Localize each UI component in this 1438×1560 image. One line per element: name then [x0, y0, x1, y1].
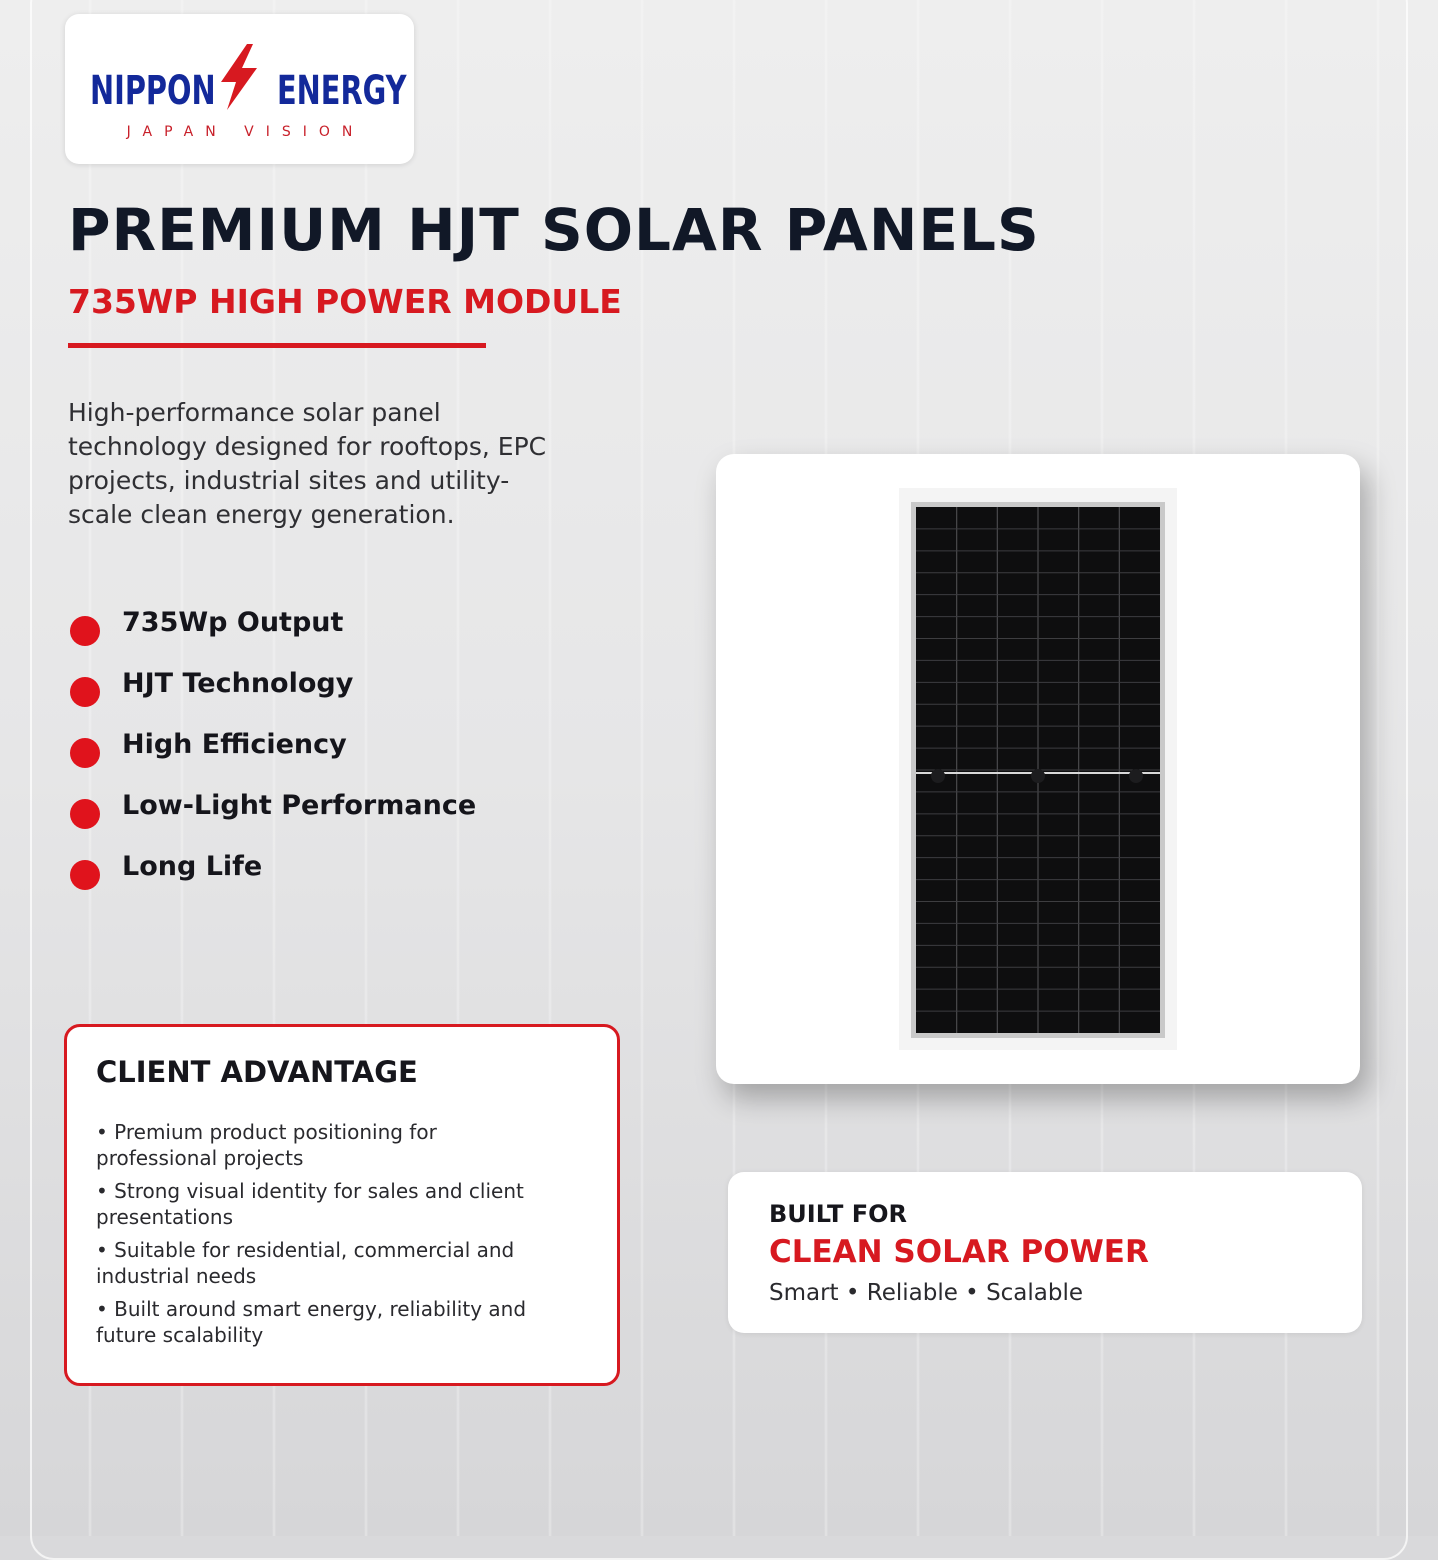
page-title: PREMIUM HJT SOLAR PANELS — [68, 196, 1040, 264]
feature-label: 735Wp Output — [122, 607, 344, 638]
built-for-tagline: Smart • Reliable • Scalable — [769, 1280, 1084, 1306]
product-image-card — [716, 454, 1360, 1084]
feature-label: Long Life — [122, 851, 263, 882]
feature-label: High Efficiency — [122, 729, 347, 760]
client-advantage-list — [96, 1119, 556, 1355]
feature-label: Low-Light Performance — [122, 790, 477, 821]
logo-word-nippon: NIPPON — [90, 68, 216, 114]
built-for-headline: CLEAN SOLAR POWER — [769, 1234, 1149, 1270]
feature-label: HJT Technology — [122, 668, 354, 699]
built-for-card — [728, 1172, 1362, 1333]
advantage-item: • Suitable for residential, commercial and industrial needs — [96, 1238, 515, 1288]
product-description: High-performance solar panel technology designed for rooftops, EPC projects, industrial sites and utility-scale clean energy generation. — [68, 398, 547, 529]
advantage-item: • Built around smart energy, reliability and future scalability — [96, 1297, 527, 1347]
logo-card — [65, 14, 414, 164]
page-subtitle: 735WP HIGH POWER MODULE — [68, 282, 622, 321]
bullet-dot-icon — [70, 860, 100, 890]
advantage-item: • Premium product positioning for professional projects — [96, 1120, 437, 1170]
client-advantage-card — [64, 1024, 620, 1386]
bullet-dot-icon — [70, 738, 100, 768]
solar-panel-icon — [899, 488, 1177, 1050]
logo-word-energy: ENERGY — [277, 68, 407, 114]
bullet-dot-icon — [70, 799, 100, 829]
bullet-dot-icon — [70, 677, 100, 707]
logo-tagline: JAPAN VISION — [126, 124, 365, 140]
lightning-bolt-icon — [217, 44, 261, 110]
title-divider — [68, 343, 486, 348]
bullet-dot-icon — [70, 616, 100, 646]
built-for-label: BUILT FOR — [769, 1200, 908, 1228]
advantage-item: • Strong visual identity for sales and client presentations — [96, 1179, 524, 1229]
client-advantage-title: CLIENT ADVANTAGE — [96, 1055, 418, 1089]
